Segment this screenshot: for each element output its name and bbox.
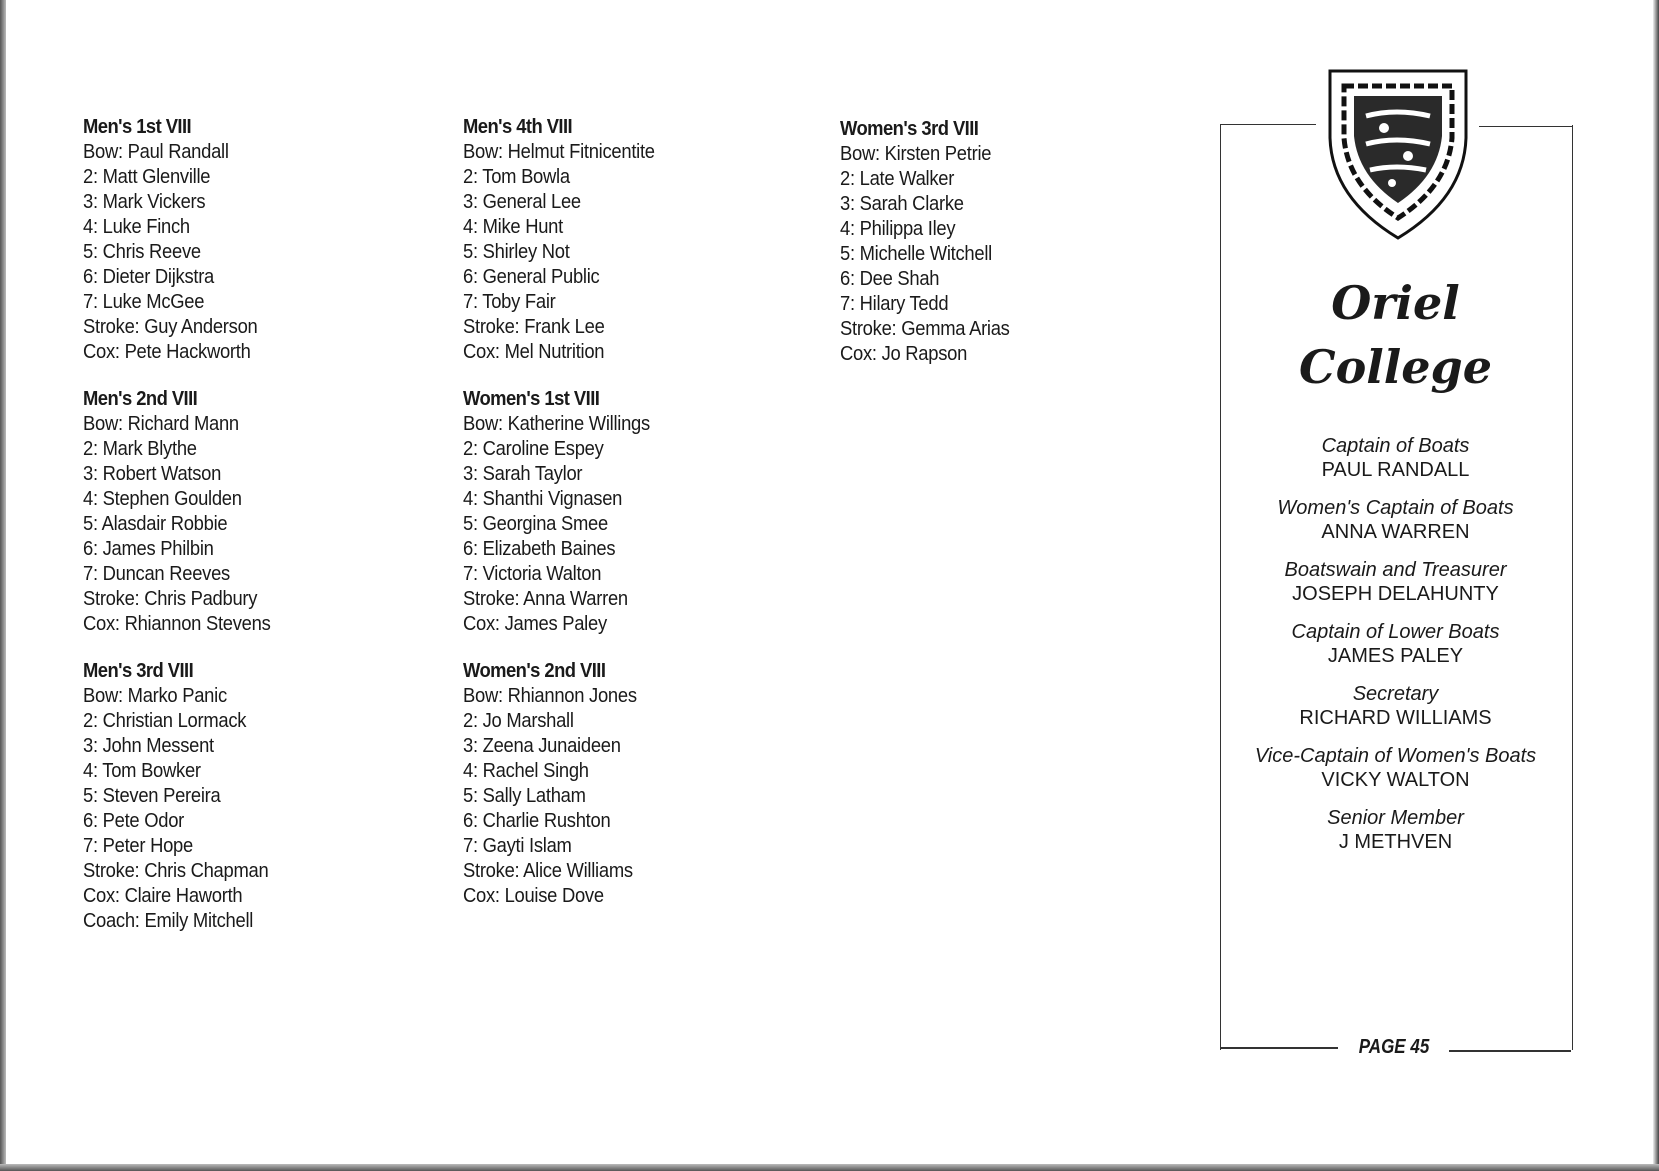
page-number: PAGE 45	[1358, 1036, 1430, 1058]
crew-member: 5: Shirley Not	[463, 241, 570, 263]
crew-block	[83, 115, 413, 365]
frame-line	[1220, 1047, 1338, 1049]
college-name-line1: Oriel	[1331, 276, 1460, 330]
crew-member: 3: Mark Vickers	[83, 191, 206, 213]
crew-block	[83, 387, 413, 637]
page-bottom-edge	[0, 1164, 1659, 1171]
crew-member: Cox: Louise Dove	[463, 885, 604, 907]
crew-member: 6: Elizabeth Baines	[463, 538, 616, 560]
officer-name: ANNA WARREN	[1321, 521, 1470, 543]
crew-title: Men's 1st VIII	[83, 116, 192, 138]
crew-member: 2: Tom Bowla	[463, 166, 570, 188]
crew-member: Stroke: Anna Warren	[463, 588, 628, 610]
crew-member: 2: Christian Lormack	[83, 710, 247, 732]
crew-member: Cox: Claire Haworth	[83, 885, 243, 907]
officer-role: Vice-Captain of Women's Boats	[1254, 745, 1537, 767]
officer-role: Secretary	[1352, 683, 1439, 705]
crew-member: Bow: Kirsten Petrie	[840, 143, 992, 165]
crew-member: Cox: Mel Nutrition	[463, 341, 605, 363]
officer-role: Captain of Lower Boats	[1291, 621, 1500, 643]
crew-member: 4: Mike Hunt	[463, 216, 563, 238]
crew-block	[463, 387, 793, 637]
officer-role: Senior Member	[1327, 807, 1464, 829]
crew-block	[463, 115, 793, 365]
frame-line	[1479, 126, 1572, 127]
crew-member: 4: Tom Bowker	[83, 760, 201, 782]
crew-title: Women's 2nd VIII	[463, 660, 606, 682]
crew-member: 2: Caroline Espey	[463, 438, 604, 460]
crew-block	[83, 659, 413, 934]
crew-member: 6: Pete Odor	[83, 810, 185, 832]
crew-member: 2: Jo Marshall	[463, 710, 574, 732]
crew-member: 6: James Philbin	[83, 538, 214, 560]
crew-member: 3: Zeena Junaideen	[463, 735, 621, 757]
crew-member: 7: Luke McGee	[83, 291, 205, 313]
crew-member: Bow: Paul Randall	[83, 141, 229, 163]
officer-entry	[1220, 806, 1571, 868]
college-crest-icon	[1326, 68, 1470, 240]
crew-block	[840, 117, 1170, 367]
crew-member: 2: Late Walker	[840, 168, 955, 190]
crew-member: 3: John Messent	[83, 735, 214, 757]
crew-member: 3: General Lee	[463, 191, 581, 213]
frame-line	[1220, 124, 1316, 125]
officer-name: RICHARD WILLIAMS	[1299, 707, 1492, 729]
crew-column-3	[840, 117, 1170, 389]
officer-role: Captain of Boats	[1321, 435, 1470, 457]
crew-member: Stroke: Frank Lee	[463, 316, 605, 338]
officer-entry	[1220, 434, 1571, 496]
crew-member: 7: Gayti Islam	[463, 835, 572, 857]
crew-member: Stroke: Guy Anderson	[83, 316, 258, 338]
crew-member: 5: Michelle Witchell	[840, 243, 992, 265]
crew-member: Stroke: Alice Williams	[463, 860, 633, 882]
crew-member: 7: Duncan Reeves	[83, 563, 230, 585]
crew-member: 3: Robert Watson	[83, 463, 222, 485]
crew-member: Bow: Katherine Willings	[463, 413, 650, 435]
college-name-line2: College	[1299, 340, 1492, 394]
crew-member: 2: Matt Glenville	[83, 166, 211, 188]
crew-member: 5: Steven Pereira	[83, 785, 221, 807]
officer-entry	[1220, 496, 1571, 558]
crew-member: 5: Alasdair Robbie	[83, 513, 228, 535]
crew-title: Men's 4th VIII	[463, 116, 573, 138]
crew-title: Women's 1st VIII	[463, 388, 600, 410]
crew-member: Cox: Jo Rapson	[840, 343, 968, 365]
crew-member: 6: Dieter Dijkstra	[83, 266, 215, 288]
crew-member: 4: Philippa Iley	[840, 218, 956, 240]
crew-member: 5: Chris Reeve	[83, 241, 201, 263]
crew-member: 6: General Public	[463, 266, 600, 288]
crew-member: 4: Rachel Singh	[463, 760, 589, 782]
crew-column-1	[83, 115, 413, 956]
crew-column-2	[463, 115, 793, 931]
crew-member: Cox: Pete Hackworth	[83, 341, 251, 363]
officer-name: JOSEPH DELAHUNTY	[1292, 583, 1499, 605]
officer-entry	[1220, 744, 1571, 806]
officer-role: Women's Captain of Boats	[1277, 497, 1514, 519]
crew-member: Stroke: Chris Padbury	[83, 588, 258, 610]
crew-title: Women's 3rd VIII	[840, 118, 979, 140]
officer-name: VICKY WALTON	[1321, 769, 1470, 791]
officer-role: Boatswain and Treasurer	[1284, 559, 1507, 581]
officer-entry	[1220, 620, 1571, 682]
crew-member: Bow: Richard Mann	[83, 413, 239, 435]
officers-list	[1220, 434, 1571, 868]
crew-member: 6: Charlie Rushton	[463, 810, 611, 832]
page-edge	[1653, 0, 1659, 1171]
crew-member: 4: Luke Finch	[83, 216, 190, 238]
crew-member: 6: Dee Shah	[840, 268, 940, 290]
frame-line	[1449, 1050, 1571, 1052]
crew-block	[463, 659, 793, 909]
officer-name: PAUL RANDALL	[1321, 459, 1470, 481]
crew-member: Cox: Rhiannon Stevens	[83, 613, 271, 635]
crew-member: Stroke: Gemma Arias	[840, 318, 1010, 340]
crew-member: 4: Shanthi Vignasen	[463, 488, 623, 510]
crew-member: Bow: Rhiannon Jones	[463, 685, 637, 707]
officer-name: JAMES PALEY	[1327, 645, 1464, 667]
officer-entry	[1220, 682, 1571, 744]
officer-entry	[1220, 558, 1571, 620]
crew-member: Coach: Emily Mitchell	[83, 910, 254, 932]
crew-member: 3: Sarah Taylor	[463, 463, 583, 485]
crew-member: 2: Mark Blythe	[83, 438, 197, 460]
book-spine-shadow	[0, 0, 6, 1171]
crew-member: 7: Victoria Walton	[463, 563, 602, 585]
crew-member: 7: Peter Hope	[83, 835, 193, 857]
crew-member: 5: Georgina Smee	[463, 513, 608, 535]
crew-member: Stroke: Chris Chapman	[83, 860, 269, 882]
crew-member: 5: Sally Latham	[463, 785, 586, 807]
crew-title: Men's 3rd VIII	[83, 660, 194, 682]
crew-member: 7: Toby Fair	[463, 291, 556, 313]
crew-member: Bow: Marko Panic	[83, 685, 227, 707]
officer-name: J METHVEN	[1338, 831, 1453, 853]
crew-title: Men's 2nd VIII	[83, 388, 198, 410]
crew-member: Cox: James Paley	[463, 613, 607, 635]
crew-member: Bow: Helmut Fitnicentite	[463, 141, 655, 163]
crew-member: 4: Stephen Goulden	[83, 488, 242, 510]
crew-member: 3: Sarah Clarke	[840, 193, 964, 215]
crew-member: 7: Hilary Tedd	[840, 293, 949, 315]
